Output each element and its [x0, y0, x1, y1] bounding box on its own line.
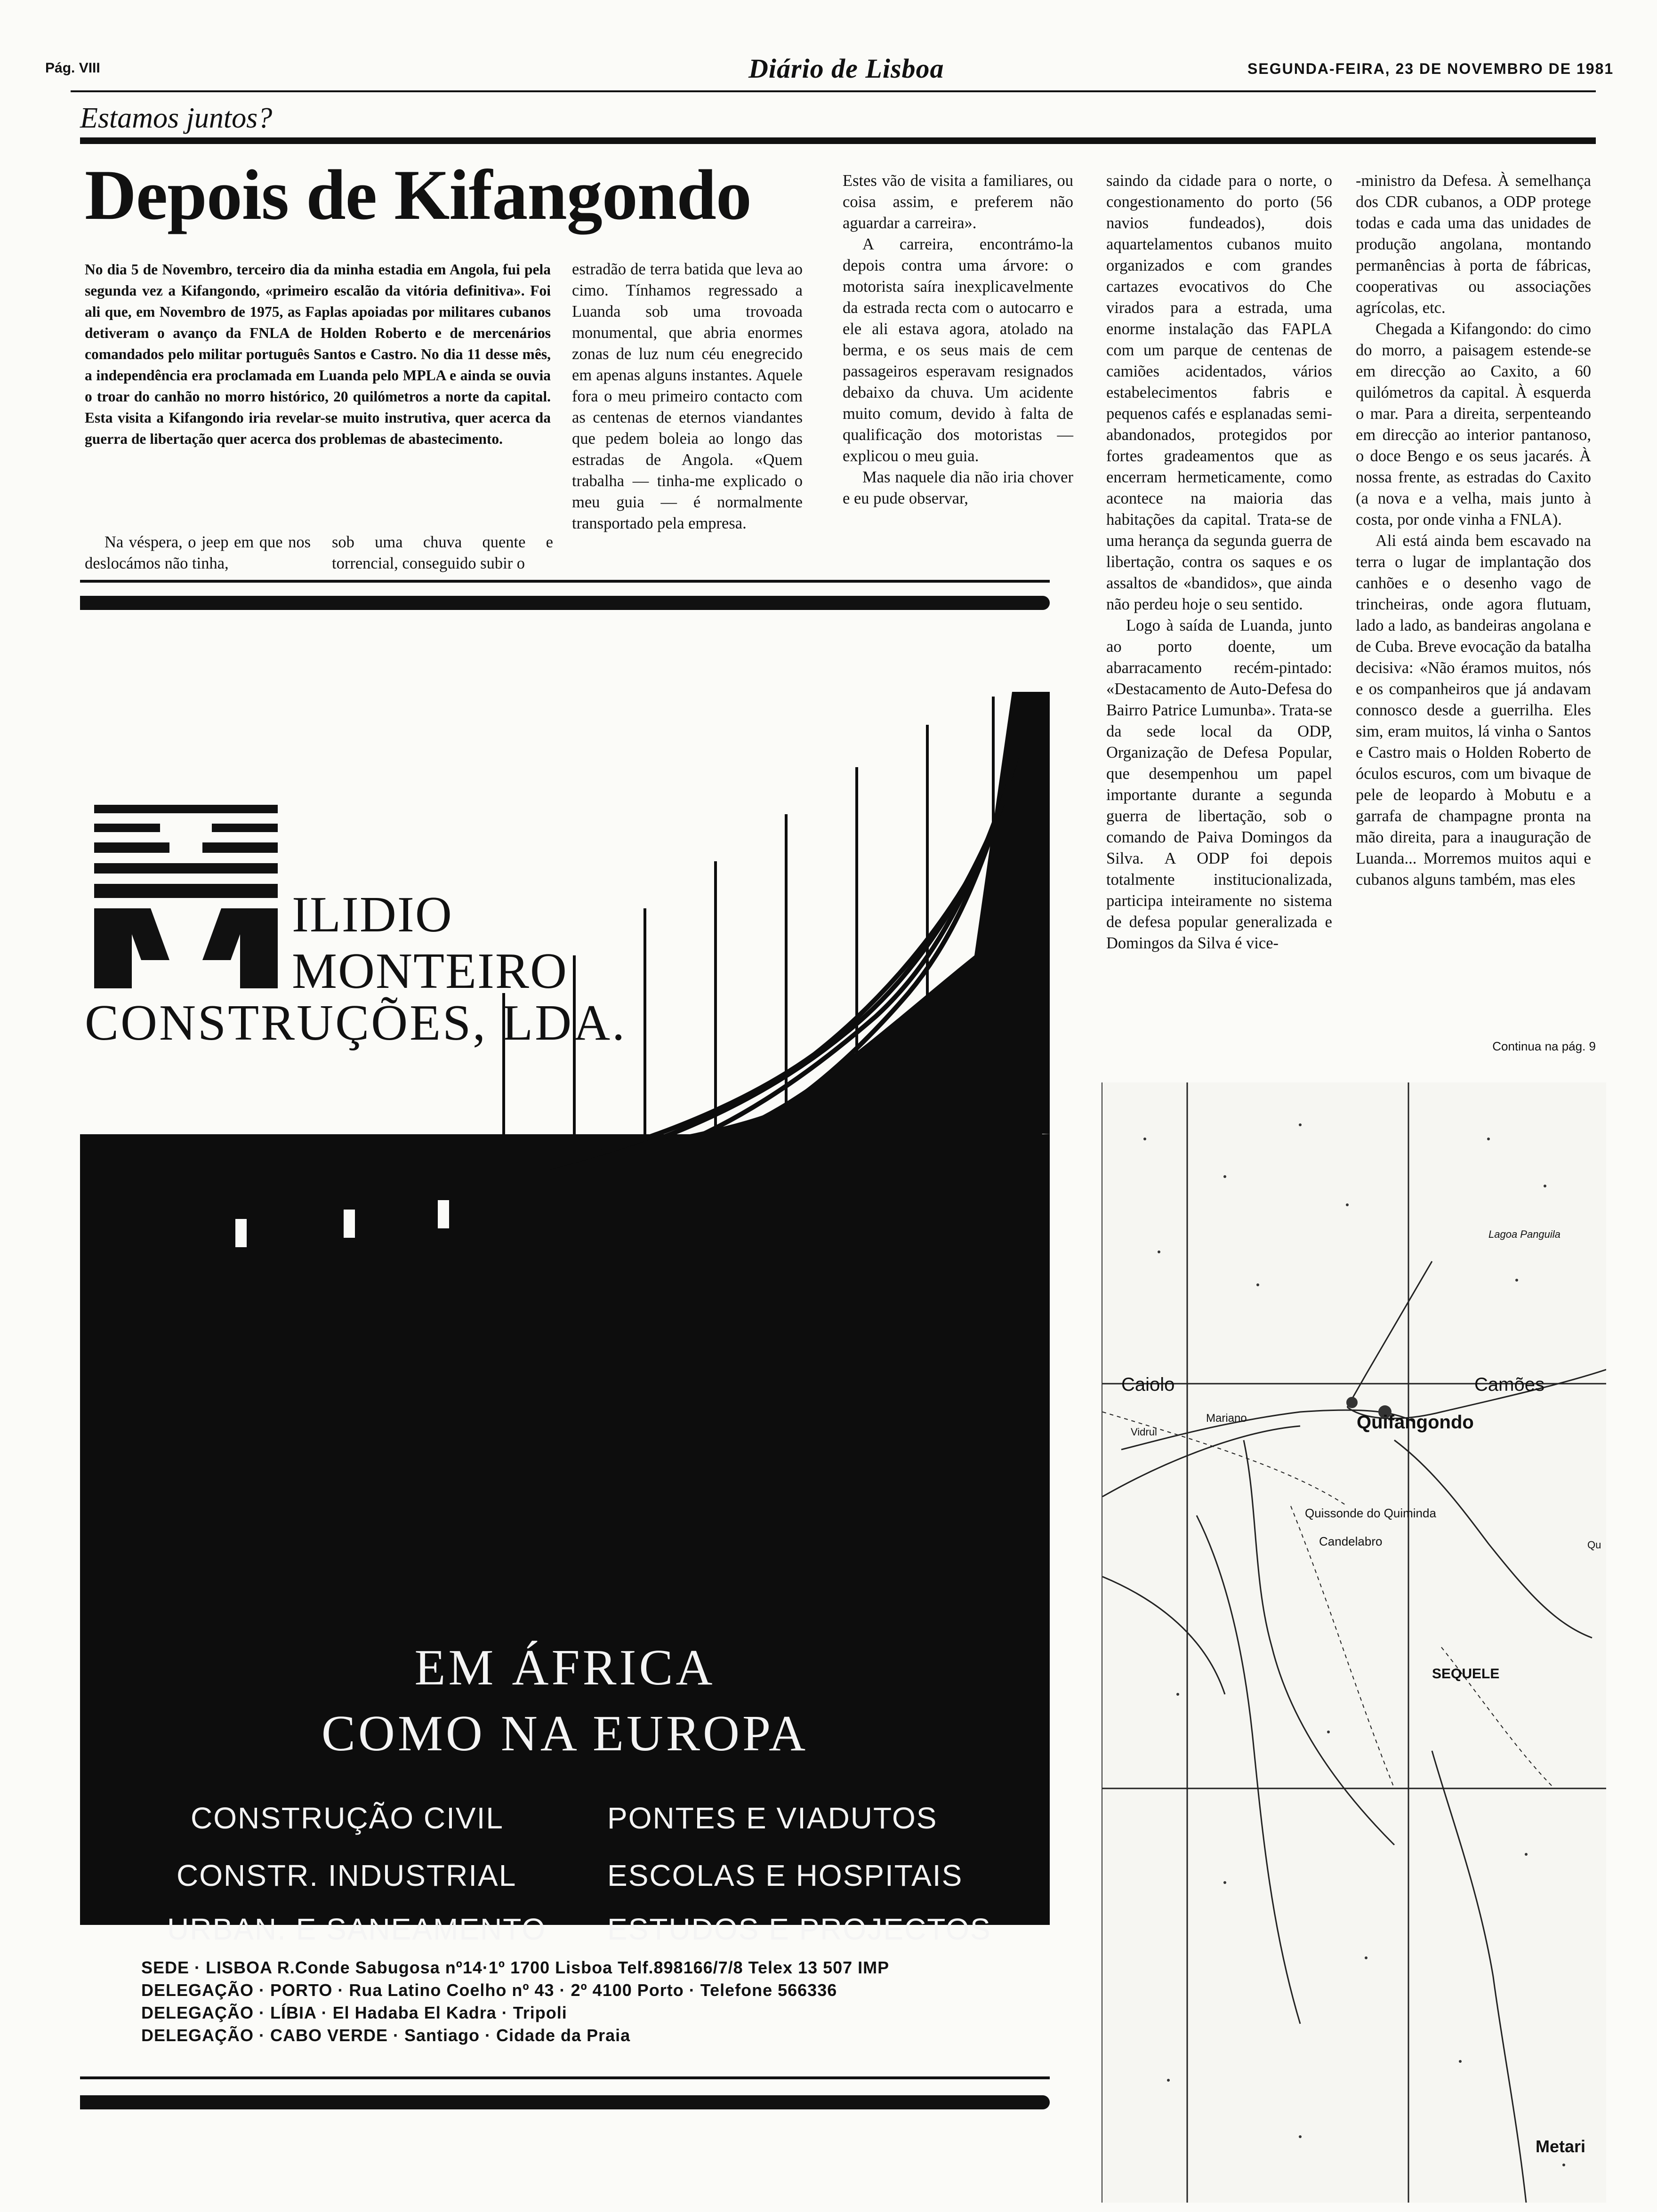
section-rule: [80, 137, 1596, 144]
article-paragraph: Estes vão de visita a familiares, ou coisa assim, e preferem não aguardar a carreira».: [843, 172, 1073, 232]
ad-company-type: CONSTRUÇÕES, LDA.: [85, 995, 627, 1051]
ad-address: DELEGAÇÃO · CABO VERDE · Santiago · Cidade da Praia: [141, 2026, 631, 2045]
ad-top-bar: [80, 596, 1050, 610]
article-paragraph: Logo à saída de Luanda, junto ao porto doente, um abarracamento recém-pintado: «Destacamento de Auto-Defesa do Bairro Patrice Lumunba». Trata-se da sede local da ODP, Organização de Defesa Popular, que desempenhou um papel importante durante a segunda guerra de libertação, sob o comando de Paiva Domingos da Silva. A ODP foi depois totalmente institucionalizada, participa inteiramente no sistema de defesa popular generalizada e Domingos da Silva é vice-: [1106, 617, 1332, 952]
ad-slogan-line2: COMO NA EUROPA: [321, 1706, 809, 1762]
ad-service: CONSTRUÇÃO CIVIL: [191, 1801, 504, 1835]
ad-brand-name: ILIDIO: [292, 887, 453, 943]
article-paragraph: A carreira, encontrámo-la depois contra uma árvore: o motorista saíra inexplicavelmente da estrada recta com o autocarro e ele ali estava agora, atolado na berma, e os seus mais de cem passageiros esperavam resignados debaixo da chuva. Um acidente muito comum, devido à falta de qualificação dos motoristas — explicou o meu guia.: [843, 235, 1073, 465]
map-label-candelabro: Candelabro: [1319, 1534, 1383, 1548]
map-label-sequele: SEQUELE: [1432, 1666, 1500, 1682]
section-title: Estamos juntos?: [80, 102, 273, 134]
continued-note: Continua na pág. 9: [1492, 1039, 1596, 1053]
article-column-2: [572, 259, 803, 534]
map-label-mariano: Mariano: [1206, 1412, 1247, 1425]
ad-address: SEDE · LISBOA R.Conde Sabugosa nº14·1º 1700 Lisboa Telf.898166/7/8 Telex 13 507 IMP: [141, 1958, 890, 1977]
article-paragraph: sob uma chuva quente e torrencial, conseguido subir o: [332, 533, 553, 572]
ad-service: CONSTR. INDUSTRIAL: [177, 1859, 517, 1892]
article-paragraph: Mas naquele dia não iria chover e eu pude observar,: [843, 468, 1073, 507]
ad-bottom-rule: [80, 2076, 1050, 2079]
ad-top-rule: [80, 580, 1050, 583]
issue-date: SEGUNDA-FEIRA, 23 DE NOVEMBRO DE 1981: [1247, 60, 1614, 77]
article-lead: No dia 5 de Novembro, terceiro dia da minha estadia em Angola, fui pela segunda vez a Kifangondo, «primeiro escalão da vitória definitiva». Foi ali que, em Novembro de 1975, as Faplas apoiadas por militares cubanos detiveram o avanço da FNLA de Holden Roberto e de mercenários comandados pelo militar português Santos e Castro. No dia 11 desse mês, a independência era proclamada em Luanda pelo MPLA e ainda se ouvia o troar do canhão no morro histórico, 20 quilómetros a norte da capital. Esta visita a Kifangondo iria revelar-se muito instrutiva, quer acerca da guerra de libertação quer acerca dos problemas de abastecimento.: [85, 261, 551, 447]
ad-service: URBAN. E SANEAMENTO: [167, 1912, 546, 1946]
article-paragraph: Ali está ainda bem escavado na terra o lugar de implantação dos canhões e o desenho vago de trincheiras, onde agora flutuam, lado a lado, as bandeiras angolana e de Cuba. Breve evocação da batalha decisiva: «Não éramos muitos, nós e os companheiros que já andavam connosco desde a guerrilha. Eles sim, eram muitos, lá vinha o Santos e Castro mais o Holden Roberto de óculos escuros, com um bivaque de pele de leopardo à Mobutu e a garrafa de champagne pronta na mão direita, para a inauguração de Luanda... Morremos muitos aqui e cubanos alguns também, mas eles: [1356, 532, 1591, 889]
map-label-camoes: Camões: [1474, 1374, 1544, 1395]
article-column-3: [843, 170, 1073, 509]
map-label-metari: Metari: [1536, 2137, 1586, 2156]
ad-brand-name: MONTEIRO: [292, 943, 568, 999]
ad-address: DELEGAÇÃO · PORTO · Rua Latino Coelho nº 43 · 2º 4100 Porto · Telefone 566336: [141, 1980, 837, 2000]
article-paragraph: estradão de terra batida que leva ao cimo. Tínhamos regressado a Luanda sob uma trovoada monumental, que abria enormes zonas de luz num céu enegrecido em apenas alguns instantes. Aquele fora o meu primeiro contacto com as centenas de eternos viandantes que pedem boleia ao longo das estradas de Angola. «Quem trabalha — tinha-me explicado o meu guia — é normalmente transportado pela empresa.: [572, 260, 803, 532]
map-label-vidrul: Vidrul: [1131, 1426, 1157, 1438]
article-headline: Depois de Kifangondo: [85, 155, 751, 234]
map-drawing: [1102, 1082, 1606, 2203]
ad-service: PONTES E VIADUTOS: [607, 1801, 938, 1835]
header-rule: [71, 90, 1596, 92]
article-column-1b: [332, 532, 553, 574]
map-label-caiolo: Caiolo: [1121, 1374, 1175, 1395]
map-label-quifangondo: Quifangondo: [1357, 1412, 1474, 1433]
article-paragraph: saindo da cidade para o norte, o congestionamento do porto (56 navios fundeados), dois aquartelamentos cubanos muito organizados e com grandes cartazes evocativos do Che virados para a estrada, uma enorme instalação das FAPLA com um parque de centenas de camiões acidentados, vários estabelecimentos fabris e pequenos cafés e esplanadas semi-abandonados, protegidos por fortes gradeamentos que as encerram hermeticamente, como acontece na maioria das habitações da capital. Trata-se de uma herança da segunda guerra de libertação, contra os saques e os assaltos de «bandidos», que ainda não perdeu hoje o seu sentido.: [1106, 172, 1332, 613]
map-label-lagoa: Lagoa Panguila: [1488, 1228, 1560, 1240]
map-label-quissonde: Quissonde do Quiminda: [1305, 1506, 1436, 1520]
topographic-map: [1102, 1082, 1606, 2203]
page-number: Pág. VIII: [45, 60, 100, 76]
article-paragraph: Chegada a Kifangondo: do cimo do morro, a paisagem estende-se em direcção ao Caxito, a 60 quilómetros da capital. À esquerda o mar. Para a direita, serpenteando em direcção ao interior pantanoso, o doce Bengo e os seus jacarés. À nossa frente, as estradas do Caxito (a nova e a velha, mais junto à costa, por onde vinha a FNLA).: [1356, 320, 1591, 529]
map-label-qu: Qu: [1587, 1539, 1601, 1551]
article-paragraph: Na véspera, o jeep em que nos deslocámos não tinha,: [85, 533, 311, 572]
ad-address: DELEGAÇÃO · LÍBIA · El Hadaba El Kadra · Tripoli: [141, 2003, 567, 2022]
newspaper-masthead: Diário de Lisboa: [748, 53, 944, 84]
ad-bottom-bar: [80, 2095, 1050, 2109]
article-column-4: [1106, 170, 1332, 954]
ad-slogan-line1: EM ÁFRICA: [414, 1640, 716, 1696]
article-column-5: [1356, 170, 1591, 890]
article-paragraph: -ministro da Defesa. À semelhança dos CDR cubanos, a ODP protege todas e cada uma das unidades de produção angolana, montando permanências à porta de fábricas, cooperativas ou associações agrícolas, etc.: [1356, 172, 1591, 317]
article-column-1a: [85, 532, 311, 574]
ad-service: ESTUDOS E PROJECTOS: [607, 1912, 991, 1946]
ad-service: ESCOLAS E HOSPITAIS: [607, 1859, 963, 1892]
